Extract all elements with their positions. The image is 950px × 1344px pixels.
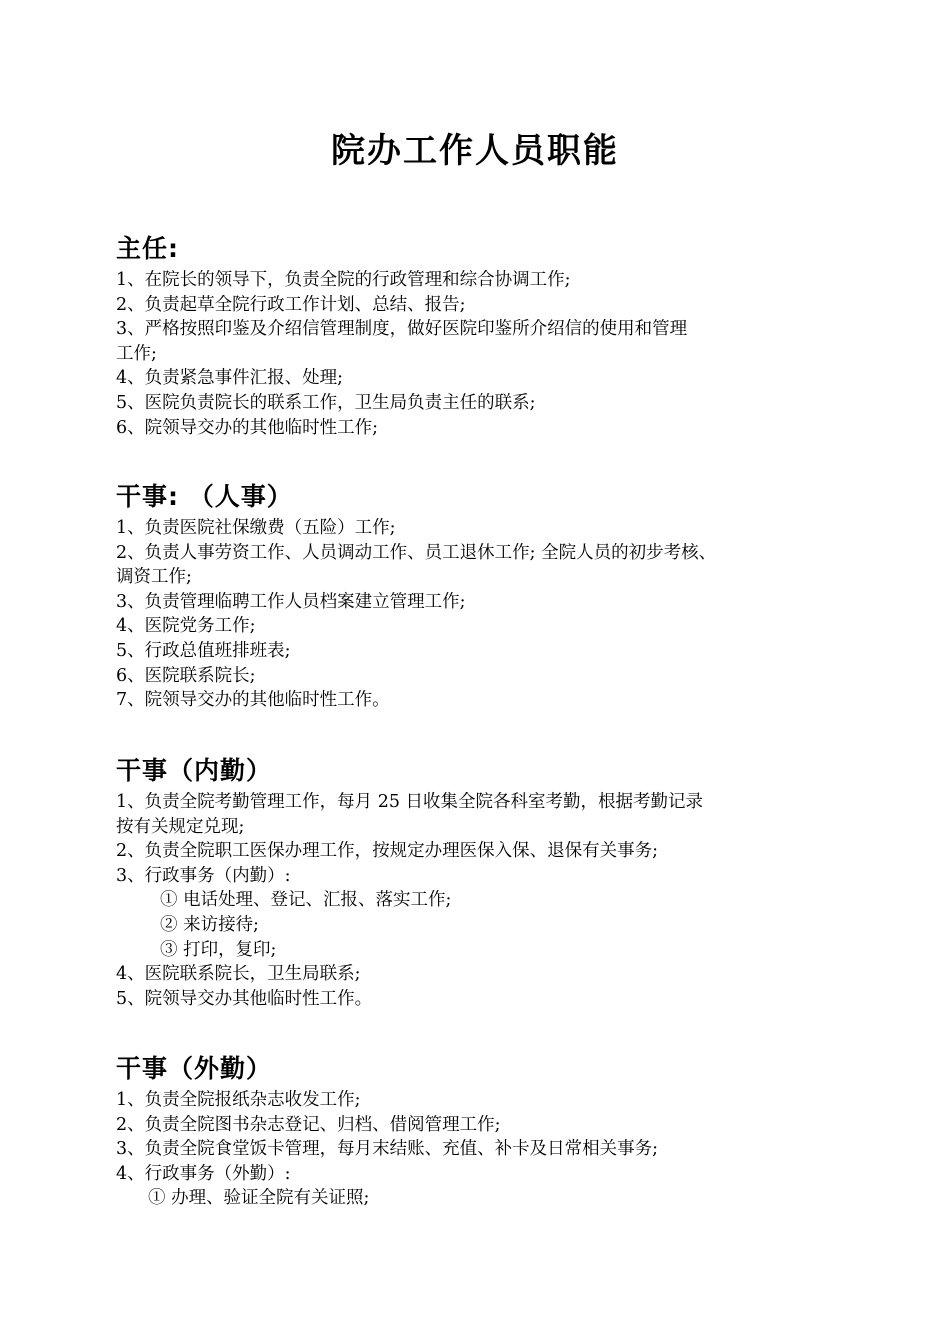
section-staff-personnel [116,480,876,713]
list-item: 工作; [116,343,157,364]
list-item: 3、负责全院食堂饭卡管理，每月末结账、充值、补卡及日常相关事务; [116,1139,659,1160]
list-item: 2、负责全院图书杂志登记、归档、借阅管理工作; [116,1114,501,1135]
list-item: 5、院领导交办其他临时性工作。 [116,988,373,1009]
list-item: 2、负责起草全院行政工作计划、总结、报告; [116,294,466,315]
list-item: 按有关规定兑现; [116,816,245,837]
list-item: 2、负责人事劳资工作、人员调动工作、员工退休工作; 全院人员的初步考核、 [116,542,717,563]
section-director [116,232,876,440]
list-item: 1、在院长的领导下，负责全院的行政管理和综合协调工作; [116,270,571,290]
section-staff-external [116,1052,876,1211]
list-item: 调资工作; [116,567,192,588]
section-heading: 干事（外勤） [116,1054,273,1083]
sub-list-item: ② 来访接待; [160,914,259,935]
list-item: 5、行政总值班排班表; [116,640,291,661]
section-staff-internal [116,754,876,1011]
list-item: 6、医院联系院长; [116,665,256,686]
list-item: 6、院领导交办的其他临时性工作; [116,417,379,438]
list-item: 2、负责全院职工医保办理工作，按规定办理医保入保、退保有关事务; [116,841,659,862]
list-item: 3、行政事务（内勤）: [116,865,291,886]
sub-list-item: ③ 打印，复印; [160,939,277,960]
section-heading: 干事（内勤） [116,756,273,785]
section-heading: 主任: [116,234,179,263]
list-item: 1、负责全院报纸杂志收发工作; [116,1090,361,1110]
list-item: 5、医院负责院长的联系工作，卫生局负责主任的联系; [116,392,536,413]
list-item: 1、负责全院考勤管理工作，每月 25 日收集全院各科室考勤，根据考勤记录 [116,792,704,812]
list-item: 4、行政事务（外勤）: [116,1163,291,1184]
section-heading: 干事: （人事） [116,482,293,511]
list-item: 4、医院党务工作; [116,616,256,637]
list-item: 3、负责管理临聘工作人员档案建立管理工作; [116,591,466,612]
list-item: 1、负责医院社保缴费（五险）工作; [116,518,396,538]
page-title: 院办工作人员职能 [331,131,619,171]
sub-list-item: ① 电话处理、登记、汇报、落实工作; [160,890,452,911]
list-item: 7、院领导交办的其他临时性工作。 [116,690,390,711]
list-item: 3、严格按照印鉴及介绍信管理制度，做好医院印鉴所介绍信的使用和管理 [116,319,688,340]
list-item: 4、负责紧急事件汇报、处理; [116,368,344,389]
list-item: 4、医院联系院长，卫生局联系; [116,964,361,985]
sub-list-item: ① 办理、验证全院有关证照; [148,1188,370,1209]
